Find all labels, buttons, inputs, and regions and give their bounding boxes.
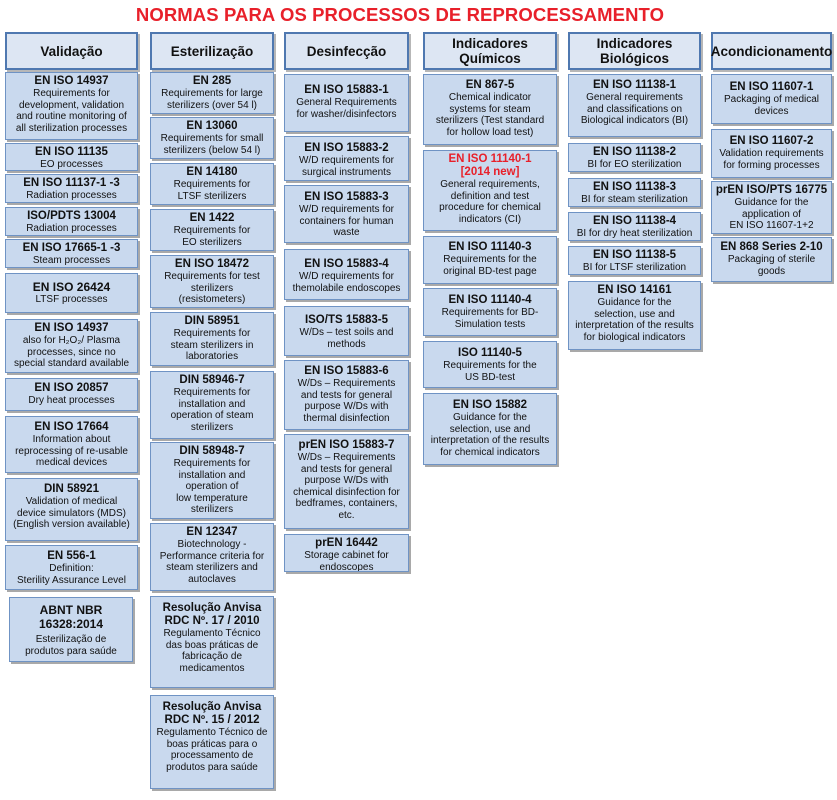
standard-code: EN ISO 14161 bbox=[597, 284, 672, 296]
standard-code: DIN 58948-7 bbox=[179, 445, 245, 457]
standard-box bbox=[150, 371, 274, 439]
standard-box bbox=[5, 545, 138, 590]
standard-code: DIN 58921 bbox=[44, 483, 99, 495]
standard-code: EN 285 bbox=[192, 75, 232, 87]
standard-box bbox=[423, 341, 557, 388]
standard-box bbox=[423, 74, 557, 145]
column-header-desinfeccao: Desinfecção bbox=[284, 32, 409, 70]
standard-code: EN ISO 11137-1 -3 bbox=[23, 177, 120, 189]
standard-box bbox=[711, 129, 832, 178]
standard-description: Esterilização de produtos para saúde bbox=[25, 634, 117, 657]
standard-box bbox=[423, 393, 557, 465]
standard-code: ISO/PDTS 13004 bbox=[27, 210, 116, 222]
standard-description: W/D requirements for themolabile endoscopes bbox=[292, 271, 401, 294]
standard-code: ISO 11140-5 bbox=[458, 347, 522, 359]
standard-code: EN ISO 18472 bbox=[174, 258, 250, 270]
standard-code: EN 867-5 bbox=[465, 79, 515, 91]
standard-box bbox=[284, 360, 409, 430]
standard-description: Regulamento Técnico das boas práticas de fabricação de medicamentos bbox=[163, 628, 261, 674]
column-header-esterilizacao: Esterilização bbox=[150, 32, 274, 70]
standard-code: DIN 58946-7 bbox=[179, 374, 245, 386]
standard-code: EN ISO 26424 bbox=[32, 280, 111, 294]
standard-code: ABNT NBR 16328:2014 bbox=[38, 603, 104, 631]
standard-description: Steam processes bbox=[32, 255, 111, 266]
standard-box bbox=[284, 306, 409, 356]
standard-code: EN ISO 17664 bbox=[34, 421, 109, 433]
standard-code: DIN 58951 bbox=[184, 315, 240, 327]
standard-code: EN ISO 15883-6 bbox=[304, 365, 389, 377]
standard-box bbox=[5, 207, 138, 236]
standard-description: Guidance for the application of EN ISO 11607-1+2 bbox=[729, 197, 814, 232]
column-header-indicadores-quimicos: Indicadores Químicos bbox=[423, 32, 557, 70]
standard-description: Requirements for installation and operation of steam sterilizers bbox=[170, 387, 254, 433]
standard-box bbox=[568, 212, 701, 241]
standard-box bbox=[5, 478, 138, 541]
column-header-acondicionamento: Acondicionamento bbox=[711, 32, 832, 70]
standard-description: Requirements for development, validation and routine monitoring of all sterilization processes bbox=[15, 88, 128, 134]
standard-code: EN 868 Series 2-10 bbox=[720, 241, 823, 253]
column-header-indicadores-biologicos: Indicadores Biológicos bbox=[568, 32, 701, 70]
standard-box bbox=[284, 136, 409, 181]
standard-description: Requirements for installation and operation of low temperature sterilizers bbox=[173, 458, 251, 516]
standard-box bbox=[150, 695, 274, 789]
standard-code: EN ISO 11607-2 bbox=[729, 135, 814, 147]
standard-code: EN 12347 bbox=[186, 526, 238, 538]
standard-description: Packaging of sterile goods bbox=[727, 254, 816, 277]
standard-description: Requirements for small sterilizers (below 54 l) bbox=[160, 133, 264, 156]
standard-code: ISO/TS 15883-5 bbox=[304, 314, 389, 326]
standard-box bbox=[568, 178, 701, 207]
standard-box bbox=[150, 523, 274, 591]
standard-description: General Requirements for washer/disinfectors bbox=[296, 97, 397, 120]
standard-description: General requirements and classifications on Biological indicators (BI) bbox=[580, 92, 689, 127]
standard-code: EN 14180 bbox=[186, 166, 238, 178]
standard-code: prEN ISO/PTS 16775 bbox=[715, 184, 828, 196]
standard-code: prEN ISO 15883-7 bbox=[298, 439, 395, 451]
standard-box bbox=[150, 163, 274, 205]
standard-code: EN ISO 15882 bbox=[452, 399, 528, 411]
standard-description: Regulamento Técnico de boas práticas para o processamento de produtos para saúde bbox=[156, 727, 268, 773]
standard-code: EN ISO 11138-4 bbox=[592, 215, 677, 227]
standard-description: Information about reprocessing of re-usable medical devices bbox=[15, 434, 128, 469]
standard-code: EN 556-1 bbox=[47, 550, 96, 562]
standard-box bbox=[423, 288, 557, 336]
standard-description: W/Ds – Requirements and tests for general purpose W/Ds with chemical disinfection for bedframes, containers, etc. bbox=[293, 452, 400, 521]
standard-box bbox=[284, 74, 409, 132]
standard-code: EN ISO 14937 bbox=[34, 75, 109, 87]
standard-code: EN ISO 15883-3 bbox=[304, 191, 389, 203]
standard-box bbox=[5, 319, 138, 373]
standard-description: Requirements for the US BD-test bbox=[443, 360, 537, 383]
standard-code: EN ISO 17665-1 -3 bbox=[22, 242, 121, 254]
standard-box bbox=[284, 185, 409, 243]
standard-box bbox=[5, 143, 138, 171]
standard-code: EN 1422 bbox=[189, 212, 235, 224]
standard-code: EN ISO 11138-3 bbox=[592, 181, 677, 193]
standard-description: W/D requirements for surgical instruments bbox=[298, 155, 395, 178]
standard-box bbox=[150, 312, 274, 366]
standard-description: Definition: Sterility Assurance Level bbox=[17, 563, 126, 586]
standard-description: Requirements for large sterilizers (over 54 l) bbox=[161, 88, 263, 111]
standard-code: EN ISO 11138-5 bbox=[592, 249, 677, 261]
standard-code: EN ISO 11135 bbox=[35, 146, 108, 158]
standard-box bbox=[568, 143, 701, 172]
standard-code: EN ISO 14937 bbox=[34, 322, 109, 334]
standard-code: EN ISO 15883-1 bbox=[304, 84, 389, 96]
standard-code: EN ISO 11140-3 bbox=[448, 241, 532, 253]
standard-description: BI for steam sterilization bbox=[581, 194, 688, 205]
standard-box bbox=[150, 209, 274, 251]
standard-box bbox=[568, 74, 701, 137]
standard-description: Packaging of medical devices bbox=[723, 94, 820, 117]
standard-description: Chemical indicator systems for steam sterilizers (Test standard for hollow load test) bbox=[435, 92, 545, 138]
standard-description: Validation requirements for forming processes bbox=[719, 148, 824, 171]
page-title: NORMAS PARA OS PROCESSOS DE REPROCESSAMENTO bbox=[135, 4, 665, 25]
standard-code: Resolução Anvisa RDC Nº. 17 / 2010 bbox=[162, 602, 262, 627]
standard-description: Biotechnology - Performance criteria for steam sterilizers and autoclaves bbox=[159, 539, 265, 585]
standard-box bbox=[150, 255, 274, 308]
standard-box bbox=[150, 72, 274, 114]
standard-code: EN ISO 11138-2 bbox=[592, 146, 677, 158]
standard-code: EN ISO 15883-4 bbox=[304, 258, 389, 270]
standard-box bbox=[5, 416, 138, 473]
standard-description: W/Ds – Requirements and tests for general purpose W/Ds with thermal disinfection bbox=[297, 378, 396, 424]
standard-box bbox=[5, 174, 138, 203]
standard-box bbox=[423, 150, 557, 231]
standard-description: BI for dry heat sterilization bbox=[576, 228, 693, 239]
standard-description: W/D requirements for containers for human waste bbox=[298, 204, 395, 239]
standard-description: LTSF processes bbox=[35, 294, 108, 305]
standard-box bbox=[9, 597, 133, 662]
standard-description: also for H₂O₂/ Plasma processes, since no special standard available bbox=[13, 335, 130, 370]
standard-code: Resolução Anvisa RDC Nº. 15 / 2012 bbox=[162, 701, 262, 726]
standard-description: Validation of medical device simulators (MDS) (English version available) bbox=[13, 496, 130, 531]
standard-description: Storage cabinet for endoscopes bbox=[304, 550, 389, 572]
standard-box bbox=[284, 534, 409, 572]
standard-box bbox=[5, 72, 138, 140]
standard-box bbox=[568, 281, 701, 350]
standard-description: W/Ds – test soils and methods bbox=[299, 327, 394, 350]
standard-code: EN ISO 11607-1 bbox=[729, 81, 814, 93]
standard-description: BI for EO sterilization bbox=[587, 159, 682, 170]
standard-code: EN ISO 11140-4 bbox=[448, 294, 532, 306]
standard-box bbox=[150, 117, 274, 159]
standard-description: Guidance for the selection, use and interpretation of the results for biological indicators bbox=[575, 297, 694, 343]
standard-box bbox=[711, 181, 832, 234]
standard-description: Requirements for LTSF sterilizers bbox=[173, 179, 251, 202]
standard-code: EN 13060 bbox=[186, 120, 238, 132]
standard-description: BI for LTSF sterilization bbox=[582, 262, 687, 273]
standard-box bbox=[568, 246, 701, 275]
standard-description: Requirements for test sterilizers (resistometers) bbox=[164, 271, 260, 306]
standard-code: EN ISO 11138-1 bbox=[592, 79, 677, 91]
standard-box bbox=[711, 74, 832, 124]
standard-code: EN ISO 11140-1 [2014 new] bbox=[448, 153, 532, 178]
standard-box bbox=[5, 273, 138, 313]
standard-description: Requirements for BD- Simulation tests bbox=[441, 307, 539, 330]
standard-box bbox=[5, 378, 138, 411]
standard-description: Requirements for the original BD-test page bbox=[443, 254, 537, 277]
standard-description: General requirements, definition and test procedure for chemical indicators (CI) bbox=[439, 179, 541, 225]
standard-box bbox=[150, 596, 274, 688]
standard-description: Requirements for steam sterilizers in laboratories bbox=[170, 328, 254, 363]
standard-box bbox=[284, 249, 409, 300]
standard-description: Dry heat processes bbox=[28, 395, 115, 406]
column-header-validacao: Validação bbox=[5, 32, 138, 70]
standard-description: Radiation processes bbox=[26, 223, 117, 234]
standard-box bbox=[284, 434, 409, 529]
standard-description: Radiation processes bbox=[26, 190, 117, 201]
standard-box bbox=[711, 237, 832, 282]
standard-description: Requirements for EO sterilizers bbox=[173, 225, 251, 248]
standard-description: EO processes bbox=[40, 159, 103, 170]
standard-description: Guidance for the selection, use and interpretation of the results for chemical indicators bbox=[430, 412, 550, 458]
standard-box bbox=[423, 236, 557, 284]
standard-code: EN ISO 15883-2 bbox=[304, 142, 389, 154]
standard-box bbox=[150, 442, 274, 519]
standard-box bbox=[5, 239, 138, 268]
standard-code: EN ISO 20857 bbox=[34, 382, 109, 394]
standard-code: prEN 16442 bbox=[315, 537, 378, 549]
